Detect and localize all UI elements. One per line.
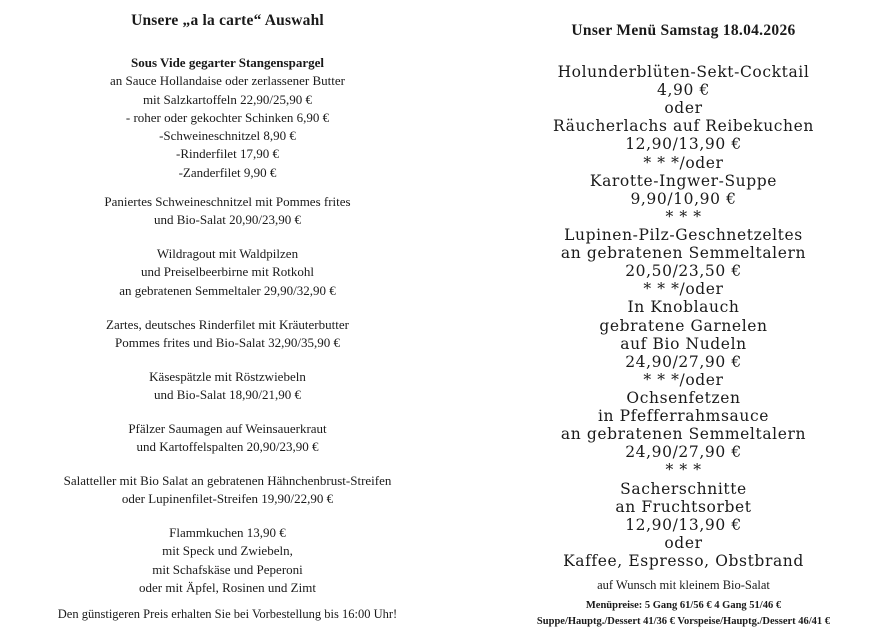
dish-line: mit Salzkartoffeln 22,90/25,90 € bbox=[142, 91, 313, 107]
dish-kaesespaetzle bbox=[0, 368, 455, 405]
menu-price-line: Suppe/Hauptg./Dessert 41/36 € Vorspeise/Hauptg./Dessert 46/41 € bbox=[536, 615, 831, 627]
menu-course-line: 12,90/13,90 € bbox=[625, 135, 742, 154]
dish-line: oder Lupinenfilet-Streifen 19,90/22,90 € bbox=[121, 491, 334, 507]
menu-course-line: 24,90/27,90 € bbox=[625, 352, 742, 371]
menu-course-line: 4,90 € bbox=[657, 81, 710, 100]
dish-line: Käsespätzle mit Röstzwiebeln bbox=[149, 369, 306, 384]
dish-line: Sous Vide gegarter Stangenspargel bbox=[131, 55, 324, 70]
dish-line: Pommes frites und Bio-Salat 32,90/35,90 € bbox=[115, 335, 340, 351]
menu-course-line: * * * bbox=[665, 461, 702, 480]
menu-course-line: 9,90/10,90 € bbox=[630, 189, 737, 208]
dish-saumagen bbox=[0, 420, 455, 457]
menu-price-line: Menüpreise: 5 Gang 61/56 € 4 Gang 51/46 € bbox=[585, 600, 782, 611]
menu-course-line: Holunderblüten-Sekt-Cocktail bbox=[557, 63, 810, 81]
menu-prices bbox=[480, 598, 887, 629]
menu-course-line: 24,90/27,90 € bbox=[625, 443, 742, 462]
menu-course-line: oder bbox=[664, 99, 703, 118]
dish-line: -Rinderfilet 17,90 € bbox=[176, 146, 279, 162]
menu-course-line: Räucherlachs auf Reibekuchen bbox=[552, 117, 814, 136]
dish-line: Wildragout mit Waldpilzen bbox=[156, 246, 299, 261]
menu-course-line: * * * bbox=[665, 207, 702, 226]
dish-rinderfilet bbox=[0, 316, 455, 353]
dish-flammkuchen bbox=[0, 524, 455, 597]
preorder-note: Den günstigeren Preis erhalten Sie bei Vorbestellung bis 16:00 Uhr! bbox=[57, 607, 398, 621]
menu-course-line: * * */oder bbox=[643, 153, 724, 172]
menu-course-line: an gebratenen Semmeltalern bbox=[560, 244, 807, 263]
dish-line: an gebratenen Semmeltaler 29,90/32,90 € bbox=[119, 282, 336, 298]
menu-course-line: * * */oder bbox=[643, 370, 724, 389]
menu-course-line: Lupinen-Pilz-Geschnetzeltes bbox=[564, 225, 803, 244]
dish-line: Salatteller mit Bio Salat an gebratenen Hähnchenbrust-Streifen bbox=[63, 473, 392, 488]
menu-course-line: Kaffee, Espresso, Obstbrand bbox=[563, 551, 804, 570]
salad-note: auf Wunsch mit kleinem Bio-Salat bbox=[597, 578, 770, 592]
menu-course-line: 12,90/13,90 € bbox=[625, 515, 742, 534]
dish-wildragout bbox=[0, 245, 455, 300]
dish-line: und Preiselbeerbirne mit Rotkohl bbox=[141, 264, 314, 280]
dish-salatteller bbox=[0, 472, 455, 509]
dish-line: Flammkuchen 13,90 € bbox=[169, 525, 286, 540]
dish-line: und Bio-Salat 20,90/23,90 € bbox=[154, 212, 301, 228]
dish-line: - roher oder gekochter Schinken 6,90 € bbox=[125, 109, 330, 125]
menu-course-line: in Pfefferrahmsauce bbox=[597, 407, 770, 426]
menu-course-line: 20,50/23,50 € bbox=[625, 262, 742, 281]
menu-course-line: auf Bio Nudeln bbox=[620, 334, 747, 353]
dish-line: mit Schafskäse und Peperoni bbox=[152, 561, 303, 577]
dish-line: mit Speck und Zwiebeln, bbox=[162, 543, 293, 559]
dish-line: oder mit Äpfel, Rosinen und Zimt bbox=[139, 579, 316, 595]
dish-stangenspargel bbox=[0, 54, 455, 182]
daily-menu-title: Unser Menü Samstag 18.04.2026 bbox=[571, 22, 796, 39]
menu-course-line: an gebratenen Semmeltalern bbox=[560, 425, 807, 444]
daily-menu-column bbox=[480, 0, 887, 639]
menu-course-line: gebratene Garnelen bbox=[599, 316, 768, 335]
dish-line: Zartes, deutsches Rinderfilet mit Kräuterbutter bbox=[106, 317, 349, 332]
dish-line: und Kartoffelspalten 20,90/23,90 € bbox=[136, 439, 319, 455]
menu-course-line: * * */oder bbox=[643, 280, 724, 299]
daily-menu-courses bbox=[480, 63, 887, 570]
menu-course-line: Sacherschnitte bbox=[620, 479, 747, 498]
dish-line: -Schweineschnitzel 8,90 € bbox=[159, 128, 296, 144]
dish-line: an Sauce Hollandaise oder zerlassener Butter bbox=[110, 73, 345, 89]
menu-course-line: an Fruchtsorbet bbox=[615, 497, 752, 516]
menu-course-line: Karotte-Ingwer-Suppe bbox=[589, 171, 778, 190]
menu-course-line: oder bbox=[664, 533, 703, 552]
dish-line: Pfälzer Saumagen auf Weinsauerkraut bbox=[128, 421, 327, 436]
menu-course-line: In Knoblauch bbox=[627, 298, 740, 317]
dish-line: und Bio-Salat 18,90/21,90 € bbox=[154, 387, 301, 403]
dish-line: -Zanderfilet 9,90 € bbox=[178, 164, 277, 180]
dish-line: Paniertes Schweineschnitzel mit Pommes frites bbox=[104, 194, 351, 209]
a-la-carte-title: Unsere „a la carte“ Auswahl bbox=[131, 12, 324, 29]
dish-schweineschnitzel bbox=[0, 193, 455, 230]
menu-course-line: Ochsenfetzen bbox=[626, 388, 741, 407]
